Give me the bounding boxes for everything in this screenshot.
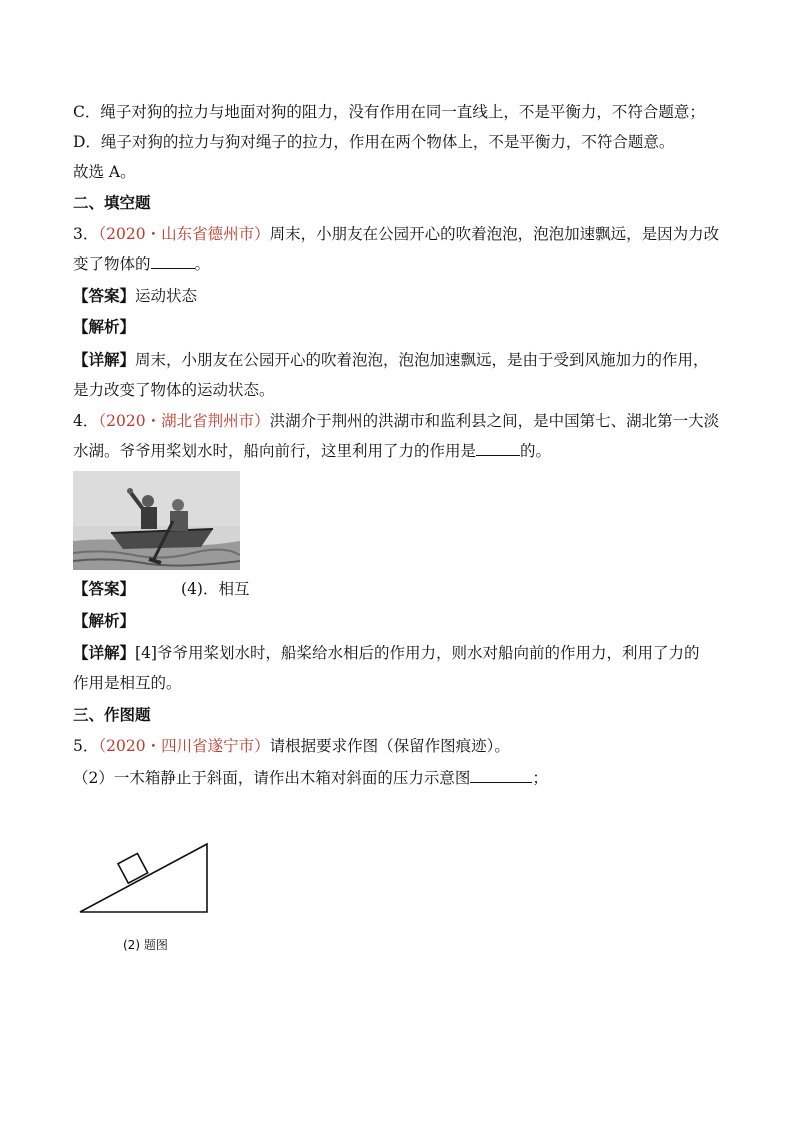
q3-text-2b: 。 [194, 255, 211, 273]
q5-text-2a: （2）一木箱静止于斜面，请作出木箱对斜面的压力示意图 [73, 769, 471, 787]
option-d-line: D．绳子对狗的拉力与狗对绳子的拉力，作用在两个物体上，不是平衡力，不符合题意。 [73, 133, 675, 151]
q5-source: （2020・四川省遂宁市） [98, 737, 270, 755]
q4-analysis-tag: 【解析】 [73, 612, 136, 630]
q4-number: 4． [73, 412, 99, 430]
q3-detail-1: 周末，小朋友在公园开心的吹着泡泡，泡泡加速飘远，是由于受到风施加力的作用， [135, 351, 709, 369]
q3-text-2a: 变了物体的 [73, 255, 151, 273]
incline-box-diagram [76, 838, 216, 918]
q5-line-2 [73, 768, 548, 788]
q4-text-2a: 水湖。爷爷用桨划水时，船向前行，这里利用了力的作用是 [73, 442, 477, 460]
q3-answer: 运动状态 [135, 287, 198, 305]
q5-line-1 [73, 736, 510, 756]
q4-answer: (4)．相互 [181, 580, 250, 598]
q4-source: （2020・湖北省荆州市） [98, 412, 270, 430]
q3-text-1: 周末，小朋友在公园开心的吹着泡泡，泡泡加速飘远，是因为力改 [269, 225, 720, 243]
q3-analysis-line [73, 317, 135, 337]
option-c-line: C．绳子对狗的拉力与地面对狗的阻力，没有作用在同一直线上，不是平衡力，不符合题意； [73, 103, 705, 121]
q4-detail-line-2: 作用是相互的。 [73, 674, 182, 692]
q3-answer-line [73, 286, 197, 306]
q4-text-2b: 的。 [520, 442, 552, 460]
q5-blank[interactable] [470, 768, 532, 783]
q4-detail-tag: 【详解】 [73, 644, 136, 662]
q3-detail-line-2: 是力改变了物体的运动状态。 [73, 381, 275, 399]
q3-analysis-tag: 【解析】 [73, 318, 136, 336]
q4-detail-line-1 [73, 643, 699, 663]
q3-line-2 [73, 254, 210, 274]
q4-answer-line [73, 579, 249, 599]
q3-line-1 [73, 224, 719, 244]
q5-number: 5． [73, 737, 99, 755]
section-fill-blank-title: 二、填空题 [73, 194, 151, 212]
choice-line: 故选 A。 [73, 163, 136, 181]
q4-analysis-line [73, 611, 135, 631]
q5-text-2b: ； [532, 769, 548, 787]
q3-number: 3． [73, 225, 99, 243]
incline-figure [76, 838, 216, 922]
q3-source: （2020・山东省德州市） [98, 225, 270, 243]
figure-caption: (2) 题图 [123, 938, 168, 952]
q4-answer-tag: 【答案】 [73, 580, 136, 598]
q3-answer-tag: 【答案】 [73, 287, 136, 305]
rowing-boat-photo [73, 471, 240, 570]
q5-text-1: 请根据要求作图（保留作图痕迹）。 [269, 737, 510, 755]
rowing-boat-illustration [73, 471, 240, 570]
section-drawing-title: 三、作图题 [73, 706, 151, 724]
incline-triangle [80, 844, 207, 912]
q3-blank[interactable] [151, 254, 195, 269]
q3-detail-line-1 [73, 350, 709, 370]
q4-line-1 [73, 411, 719, 431]
q4-blank[interactable] [476, 441, 520, 456]
q4-line-2 [73, 441, 551, 461]
q4-detail-1: [4]爷爷用桨划水时，船桨给水相后的作用力，则水对船向前的作用力，利用了力的 [135, 644, 700, 662]
q3-detail-tag: 【详解】 [73, 351, 136, 369]
q4-text-1: 洪湖介于荆州的洪湖市和监利县之间，是中国第七、湖北第一大淡 [269, 412, 720, 430]
